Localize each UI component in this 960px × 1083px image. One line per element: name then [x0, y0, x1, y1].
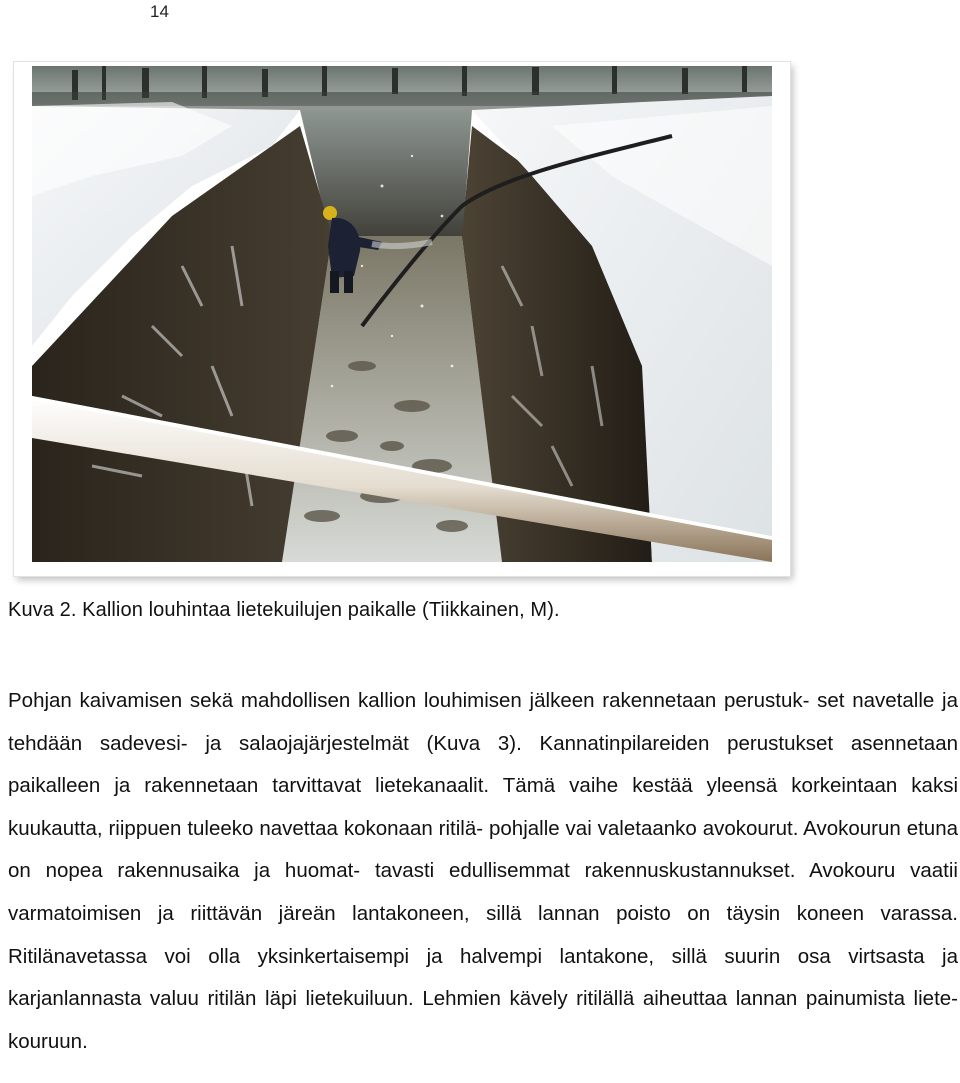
figure-photo	[14, 62, 790, 576]
paragraph-line: tavasti edullisemmat rakennuskustannukset. Avokouru vaatii varmatoimisen ja riittävän	[8, 859, 958, 925]
snowy-trench-photo	[32, 66, 772, 562]
paragraph-line: järeän lantakoneen, sillä lannan poisto on täysin koneen varassa. Ritilänavetassa voi	[8, 901, 959, 968]
paragraph-line: pohjalle vai valetaanko avokourut. Avokourun etuna on nopea rakennusaika ja huomat-	[8, 816, 959, 883]
paragraph-line: kouruun.	[8, 1029, 88, 1053]
paragraph-line: perustukset asennetaan paikalleen ja rakennetaan tarvittavat lietekanaalit. Tämä vaihe	[8, 731, 959, 798]
paragraph-line: olla yksinkertaisempi ja halvempi lantakone, sillä suurin osa virtsasta ja karjanlannasta	[8, 944, 958, 1011]
paragraph-line: valuu ritilän läpi lietekuiluun. Lehmien kävely ritilällä aiheuttaa lannan painumista liete-	[149, 987, 958, 1011]
body-paragraph	[8, 680, 958, 1063]
paragraph-line: kestää yleensä korkeintaan kaksi kuukautta, riippuen tuleeko navettaa kokonaan ritilä-	[8, 774, 958, 840]
paragraph-line: Pohjan kaivamisen sekä mahdollisen kallion louhimisen jälkeen rakennetaan perustuk-	[8, 689, 810, 712]
paragraph-line: set navetalle ja tehdään sadevesi- ja salaojajärjestelmät (Kuva 3). Kannatinpilareiden	[8, 689, 958, 755]
page-number: 14	[150, 2, 169, 21]
figure-caption: Kuva 2. Kallion louhintaa lietekuilujen paikalle (Tiikkainen, M).	[8, 599, 560, 621]
